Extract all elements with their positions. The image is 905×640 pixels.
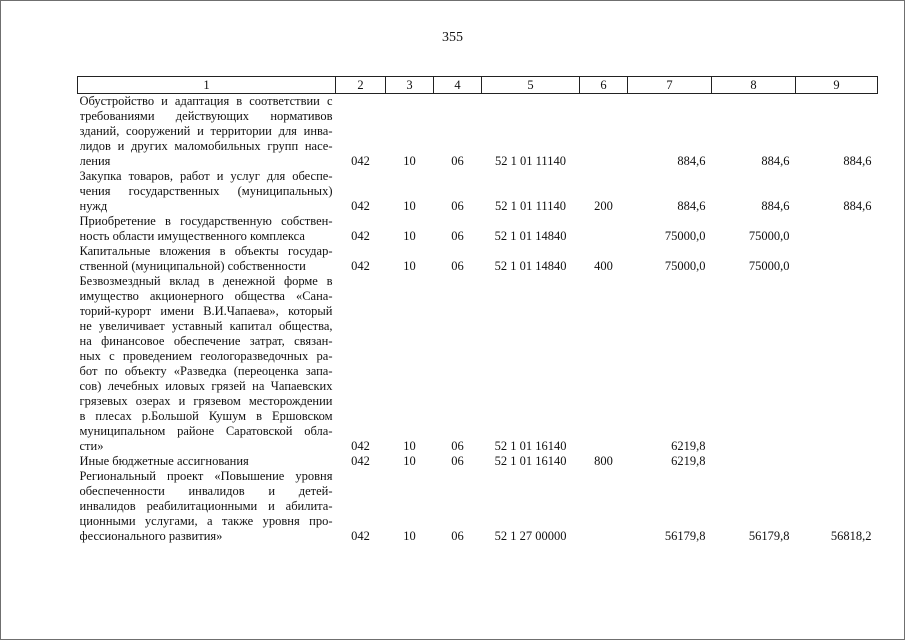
table-row — [78, 244, 878, 274]
section-code: 10 — [403, 439, 416, 453]
row-description — [78, 214, 336, 244]
sum-col-9: 884,6 — [843, 154, 872, 168]
table-row — [78, 94, 878, 170]
header-col-7: 7 — [628, 77, 712, 94]
description-line: ных с проведением геологоразведочных ра- — [79, 349, 333, 363]
description-line: на финансовое обеспечение затрат, связан- — [79, 334, 333, 348]
section-code: 10 — [403, 454, 416, 468]
table-header — [78, 77, 878, 94]
header-col-4: 4 — [434, 77, 482, 94]
expense-type: 400 — [594, 259, 613, 273]
row-description — [78, 454, 336, 469]
description-line: бот по объекту «Разведка (переоценка запа- — [79, 364, 333, 378]
header-col-5: 5 — [482, 77, 580, 94]
table-row — [78, 274, 878, 454]
subsection-code: 06 — [451, 454, 464, 468]
section-code: 10 — [403, 229, 416, 243]
description-line: ственной (муниципальной) собственности — [79, 259, 306, 273]
description-line: Закупка товаров, работ и услуг для обеспе- — [79, 169, 333, 183]
description-line: фессионального развития» — [79, 529, 223, 543]
gov-code: 042 — [351, 454, 370, 468]
sum-col-9 — [796, 274, 878, 454]
header-col-6: 6 — [580, 77, 628, 94]
table-row — [78, 169, 878, 214]
header-col-2: 2 — [336, 77, 386, 94]
header-row — [78, 77, 878, 94]
description-line: не увеличивает уставный капитал общества, — [79, 319, 333, 333]
description-line: нужд — [79, 199, 108, 213]
header-col-1: 1 — [78, 77, 336, 94]
page-number: 355 — [442, 30, 463, 45]
header-col-9: 9 — [796, 77, 878, 94]
sum-col-9 — [796, 454, 878, 469]
target-article: 52 1 01 11140 — [495, 199, 566, 213]
description-line: ционными услугами, а также уровня про- — [79, 514, 333, 528]
section-code: 10 — [403, 259, 416, 273]
gov-code: 042 — [351, 259, 370, 273]
sum-col-9 — [796, 214, 878, 244]
section-code: 10 — [403, 154, 416, 168]
subsection-code: 06 — [451, 154, 464, 168]
description-line: Обустройство и адаптация в соответствии с — [79, 94, 333, 108]
target-article: 52 1 27 00000 — [494, 529, 567, 543]
sum-col-8 — [712, 274, 796, 454]
sum-col-8: 884,6 — [761, 154, 790, 168]
expense-type — [580, 94, 628, 170]
target-article: 52 1 01 11140 — [495, 154, 566, 168]
subsection-code: 06 — [451, 529, 464, 543]
description-line: Безвозмездный вклад в денежной форме в — [79, 274, 333, 288]
table-body — [78, 94, 878, 545]
description-line: лидов и других маломобильных групп насе- — [79, 139, 333, 153]
sum-col-8: 884,6 — [761, 199, 790, 213]
subsection-code: 06 — [451, 199, 464, 213]
sum-col-7: 75000,0 — [664, 259, 706, 273]
expense-type — [580, 214, 628, 244]
sum-col-7: 56179,8 — [664, 529, 706, 543]
description-line: Иные бюджетные ассигнования — [79, 454, 249, 468]
gov-code: 042 — [351, 199, 370, 213]
gov-code: 042 — [351, 439, 370, 453]
description-line: сов) лечебных иловых грязей на Чапаевских — [79, 379, 333, 393]
description-line: Региональный проект «Повышение уровня — [79, 469, 333, 483]
expense-type: 200 — [594, 199, 613, 213]
table-row — [78, 469, 878, 544]
sum-col-9: 56818,2 — [830, 529, 872, 543]
description-line: ность области имущественного комплекса — [79, 229, 305, 243]
description-line: имущество акционерного общества «Сана- — [79, 289, 333, 303]
description-line: сти» — [79, 439, 104, 453]
row-description — [78, 94, 336, 170]
sum-col-9 — [796, 244, 878, 274]
description-line: чения государственных (муниципальных) — [79, 184, 333, 198]
description-line: обеспеченности инвалидов и детей- — [79, 484, 333, 498]
target-article: 52 1 01 14840 — [494, 259, 567, 273]
expense-type: 800 — [594, 454, 613, 468]
gov-code: 042 — [351, 529, 370, 543]
description-line: в плесах р.Большой Кушум в Ершовском — [79, 409, 333, 423]
sum-col-7: 884,6 — [677, 199, 706, 213]
target-article: 52 1 01 16140 — [494, 454, 567, 468]
table-row — [78, 214, 878, 244]
description-line: требованиями действующих нормативов — [79, 109, 333, 123]
table-row — [78, 454, 878, 469]
description-line: инвалидов реабилитационными и абилита- — [79, 499, 333, 513]
row-description — [78, 169, 336, 214]
description-line: зданий, сооружений и территории для инва- — [79, 124, 333, 138]
sum-col-8: 75000,0 — [748, 259, 790, 273]
row-description — [78, 469, 336, 544]
target-article: 52 1 01 16140 — [494, 439, 567, 453]
sum-col-7: 884,6 — [677, 154, 706, 168]
header-col-3: 3 — [386, 77, 434, 94]
gov-code: 042 — [351, 154, 370, 168]
section-code: 10 — [403, 529, 416, 543]
section-code: 10 — [403, 199, 416, 213]
row-description — [78, 244, 336, 274]
row-description — [78, 274, 336, 454]
description-line: торий-курорт имени В.И.Чапаева», который — [79, 304, 333, 318]
sum-col-7: 6219,8 — [671, 439, 706, 453]
budget-table — [77, 76, 878, 544]
description-line: Капитальные вложения в объекты государ- — [79, 244, 333, 258]
header-col-8: 8 — [712, 77, 796, 94]
subsection-code: 06 — [451, 229, 464, 243]
description-line: грязевых озерах и грязевом месторождении — [79, 394, 333, 408]
description-line: ления — [79, 154, 111, 168]
gov-code: 042 — [351, 229, 370, 243]
expense-type — [580, 469, 628, 544]
sum-col-8: 56179,8 — [748, 529, 790, 543]
sum-col-7: 6219,8 — [671, 454, 706, 468]
sum-col-7: 75000,0 — [664, 229, 706, 243]
subsection-code: 06 — [451, 259, 464, 273]
sum-col-8 — [712, 454, 796, 469]
subsection-code: 06 — [451, 439, 464, 453]
description-line: муниципальном районе Саратовской обла- — [79, 424, 333, 438]
target-article: 52 1 01 14840 — [494, 229, 567, 243]
expense-type — [580, 274, 628, 454]
sum-col-9: 884,6 — [843, 199, 872, 213]
sum-col-8: 75000,0 — [748, 229, 790, 243]
description-line: Приобретение в государственную собствен- — [79, 214, 333, 228]
